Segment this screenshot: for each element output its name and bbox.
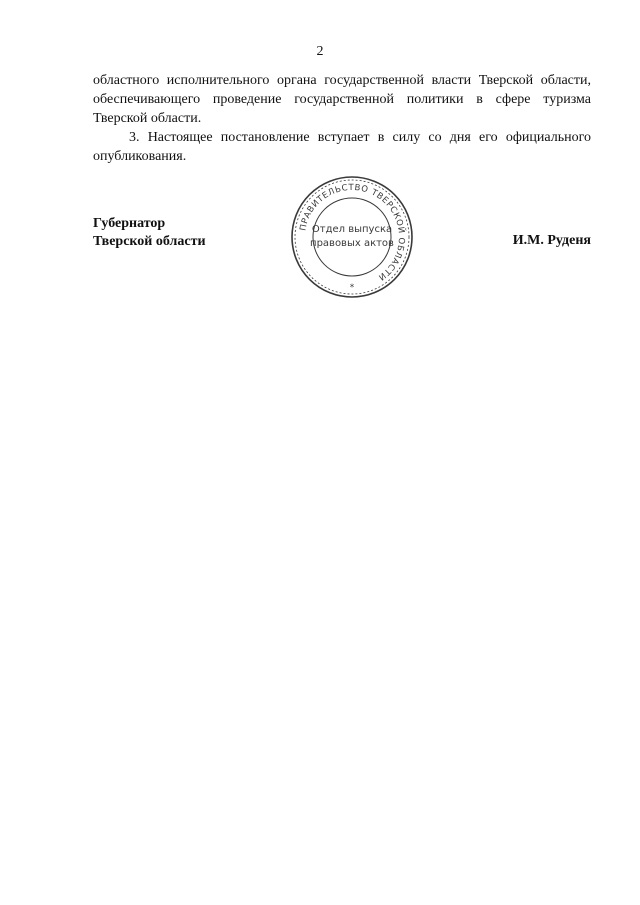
seal-star: *: [349, 283, 355, 293]
page-number: 2: [316, 44, 324, 59]
signatory-name: И.М. Руденя: [512, 233, 591, 248]
seal-outer-ring: [292, 177, 412, 297]
seal-dotted-ring: [295, 180, 409, 294]
clause-3-paragraph: 3. Настоящее постановление вступает в силу со дня его официального опубликования.: [93, 130, 591, 164]
signatory-title: [93, 215, 206, 251]
document-body: [93, 71, 591, 166]
signatory-title-line-1: Губернатор: [93, 216, 166, 231]
seal-ring-text: ПРАВИТЕЛЬСТВО ТВЕРСКОЙ ОБЛАСТИ: [298, 182, 407, 283]
seal-center-line-1: Отдел выпуска: [311, 224, 393, 235]
official-seal-stamp: [288, 173, 416, 301]
continuation-paragraph: областного исполнительного органа государственной власти Тверской области, обеспечивающего проведение государственной политики в сфере туризма Тверской области.: [93, 73, 591, 126]
seal-inner-ring: [313, 198, 391, 276]
seal-center-line-2: правовых актов: [310, 238, 394, 249]
seal-graphic: [288, 173, 416, 301]
signatory-title-line-2: Тверской области: [93, 234, 206, 249]
